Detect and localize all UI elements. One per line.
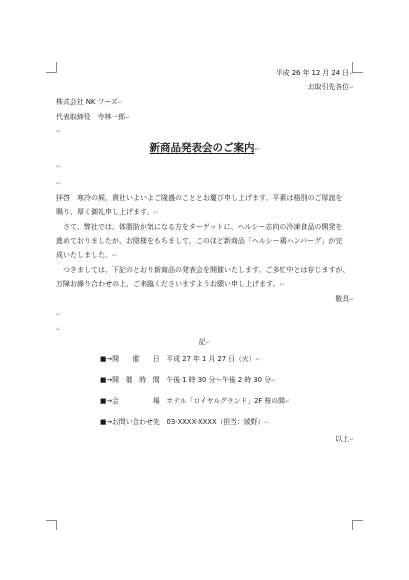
- item-value: 03-XXXX-XXXX（担当：綾野）: [166, 418, 265, 426]
- sender-company: 株式会社 NK フーズ↵: [56, 98, 123, 106]
- empty-paragraph: ↵: [56, 311, 61, 318]
- body-p2-line3: 成いたしました。↵: [56, 251, 118, 259]
- crop-mark-top-left: [56, 62, 57, 72]
- event-contact-item: ■→お問い合わせ先 03-XXXX-XXXX（担当：綾野）↵: [100, 418, 270, 426]
- page-title: 新商品発表会のご案内↵: [149, 142, 260, 154]
- body-p1-line1: 拝啓 寒冷の候、貴社いよいよご隆盛のこととお慶び申し上げます。平素は格別のご厚誼を: [56, 194, 343, 202]
- ending-ijo: 以上↵: [335, 435, 354, 443]
- item-label: ■→開 催 日: [100, 355, 160, 363]
- event-venue-item: ■→会 場 ホテル「ロイヤルグランド」2F 桜の間↵: [100, 397, 290, 405]
- event-date-item: ■→開 催 日 平成 27 年 1 月 27 日（火）↵: [100, 355, 261, 363]
- empty-paragraph: ↵: [56, 128, 61, 135]
- item-value: 午後 1 時 30 分～午後 2 時 30 分: [166, 376, 271, 384]
- body-p3-line1: つきましては、下記のとおり新商品の発表会を開催いたします。ご多忙中とは存じますが、: [56, 266, 350, 274]
- recipient-line: お取引先各位↵: [307, 83, 354, 91]
- body-p2-line2: 進めておりましたが、お陰様をもちまして、このほど新商品「ヘルシー鶏ハンバーグ」が完: [56, 237, 343, 245]
- body-p3-line2: 万障お繰り合わせの上、ご来臨くださいますようお願い申し上げます。↵: [56, 280, 285, 288]
- empty-paragraph: ↵: [56, 180, 61, 187]
- item-label: ■→開 催 時 間: [100, 376, 160, 384]
- crop-mark-bottom-left-h: [46, 520, 57, 521]
- sender-person: 代表取締役 寺林一郎↵: [56, 113, 130, 121]
- crop-mark-top-left-h: [46, 72, 57, 73]
- item-value: 平成 27 年 1 月 27 日（火）: [166, 355, 256, 363]
- empty-paragraph: ↵: [56, 326, 61, 333]
- closing-keigu: 敬具↵: [335, 295, 354, 303]
- item-value: ホテル「ロイヤルグランド」2F 桜の間: [166, 397, 285, 405]
- event-time-item: ■→開 催 時 間 午後 1 時 30 分～午後 2 時 30 分↵: [100, 376, 276, 384]
- crop-mark-bottom-right: [352, 520, 353, 530]
- document-date: 平成 26 年 12 月 24 日↵: [275, 69, 354, 77]
- body-p1-line2: 賜り、厚く御礼申し上げます。↵: [56, 208, 159, 216]
- crop-mark-bottom-right-h: [352, 520, 363, 521]
- item-label: ■→会 場: [100, 397, 160, 405]
- crop-mark-bottom-left: [56, 520, 57, 530]
- body-p2-line1: さて、弊社では、体脂肪が気になる方をターゲットに、ヘルシー志向の冷凍食品の開発を: [56, 223, 343, 231]
- empty-paragraph: ↵: [56, 163, 61, 170]
- ki-heading: 記↵: [198, 338, 211, 346]
- item-label: ■→お問い合わせ先: [100, 418, 160, 426]
